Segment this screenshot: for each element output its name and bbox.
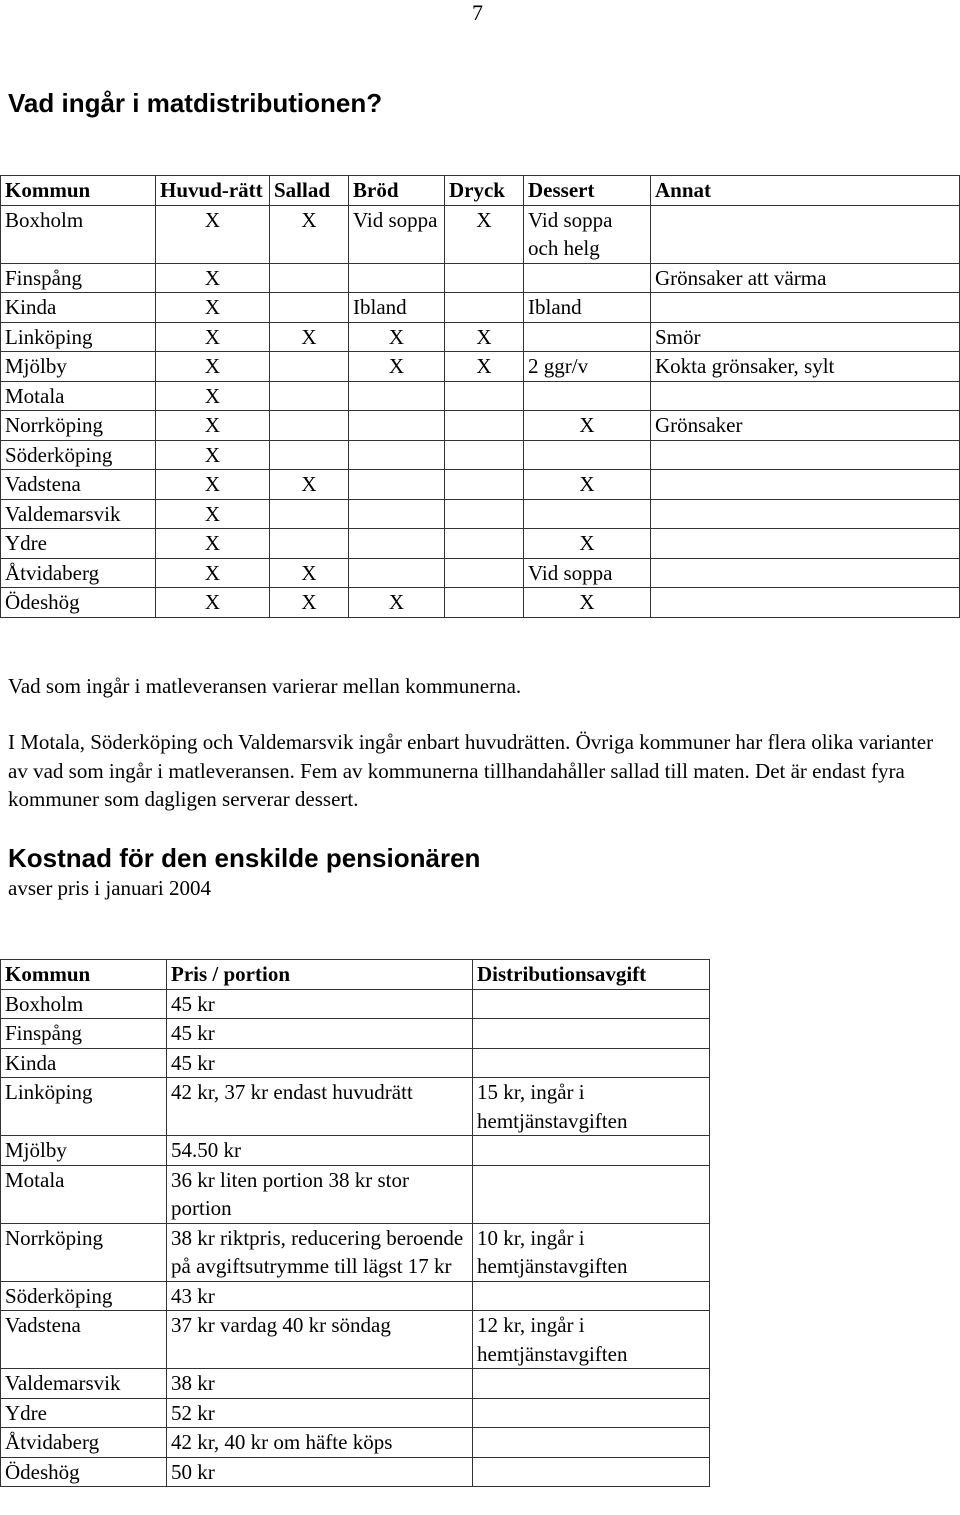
table-cell: Ibland <box>524 293 651 323</box>
table-cell: 42 kr, 37 kr endast huvudrätt <box>167 1078 473 1136</box>
table-row <box>1 1078 710 1136</box>
table-cell: Vid soppa <box>524 558 651 588</box>
table-cell: Vid soppa och helg <box>524 205 651 263</box>
table-row <box>1 470 960 500</box>
table-cell <box>473 1428 710 1458</box>
table-cell <box>445 529 524 559</box>
paragraph: Vad som ingår i matleveransen varierar mellan kommunerna. <box>8 674 522 698</box>
table-cell: Valdemarsvik <box>1 1369 167 1399</box>
table-row <box>1 1398 710 1428</box>
table-cell: X <box>156 352 270 382</box>
table-cell: X <box>156 263 270 293</box>
table-cell: 12 kr, ingår i hemtjänstavgiften <box>473 1311 710 1369</box>
table-cell <box>651 529 960 559</box>
table-cell <box>473 1165 710 1223</box>
table-cell <box>651 588 960 618</box>
table-cell <box>349 470 445 500</box>
table-cell: Mjölby <box>1 352 156 382</box>
table-cell <box>445 411 524 441</box>
table-cell: Grönsaker <box>651 411 960 441</box>
cost-table <box>0 959 710 1487</box>
table-cell: X <box>349 322 445 352</box>
table-cell: 43 kr <box>167 1281 473 1311</box>
table-cell: X <box>445 322 524 352</box>
table-cell <box>270 293 349 323</box>
table-cell: X <box>156 411 270 441</box>
table-cell: X <box>349 352 445 382</box>
table-row <box>1 1369 710 1399</box>
table-cell: 50 kr <box>167 1457 473 1487</box>
table-cell: Vid soppa <box>349 205 445 263</box>
table-cell <box>349 381 445 411</box>
table-row <box>1 1019 710 1049</box>
table-cell <box>445 263 524 293</box>
table-cell: X <box>445 352 524 382</box>
table-cell <box>445 588 524 618</box>
table-cell: Ydre <box>1 529 156 559</box>
table-cell: 54.50 kr <box>167 1136 473 1166</box>
table-cell: 38 kr riktpris, reducering beroende på avgiftsutrymme till lägst 17 kr <box>167 1223 473 1281</box>
table-cell: Boxholm <box>1 989 167 1019</box>
table-cell: Linköping <box>1 322 156 352</box>
table-cell: Kokta grönsaker, sylt <box>651 352 960 382</box>
table-cell: Motala <box>1 1165 167 1223</box>
table-row <box>1 1223 710 1281</box>
table-cell <box>651 293 960 323</box>
header-cell: Sallad <box>270 176 349 206</box>
table-row <box>1 205 960 263</box>
table-cell: 52 kr <box>167 1398 473 1428</box>
header-cell: Pris / portion <box>167 960 473 990</box>
header-cell: Dryck <box>445 176 524 206</box>
cost-table-body <box>1 989 710 1487</box>
paragraph: I Motala, Söderköping och Valdemarsvik ingår enbart huvudrätten. Övriga kommuner har flera olika varianter av vad som ingår i matleveransen. Fem av kommunerna tillhandahåller sallad till maten. Det är endast fyra kommuner som dagligen serverar dessert. <box>8 730 934 811</box>
table-cell: 36 kr liten portion 38 kr stor portion <box>167 1165 473 1223</box>
table-cell <box>473 989 710 1019</box>
table-cell: X <box>156 588 270 618</box>
table-cell: Kinda <box>1 293 156 323</box>
table-cell: 45 kr <box>167 1019 473 1049</box>
header-cell: Dessert <box>524 176 651 206</box>
table-row <box>1 1281 710 1311</box>
table-cell <box>445 558 524 588</box>
table-cell: 2 ggr/v <box>524 352 651 382</box>
table-cell: Ibland <box>349 293 445 323</box>
table-cell: X <box>270 588 349 618</box>
table-cell: Boxholm <box>1 205 156 263</box>
table-cell: Motala <box>1 381 156 411</box>
table-cell: 15 kr, ingår i hemtjänstavgiften <box>473 1078 710 1136</box>
table-cell <box>651 558 960 588</box>
header-cell: Huvud-rätt <box>156 176 270 206</box>
table-cell <box>473 1136 710 1166</box>
table-cell: 37 kr vardag 40 kr söndag <box>167 1311 473 1369</box>
header-cell: Bröd <box>349 176 445 206</box>
table-cell <box>651 470 960 500</box>
table-cell: X <box>524 529 651 559</box>
table-cell: Finspång <box>1 1019 167 1049</box>
contents-table <box>0 175 960 618</box>
table-cell <box>524 440 651 470</box>
table-cell: 42 kr, 40 kr om häfte köps <box>167 1428 473 1458</box>
table-row <box>1 440 960 470</box>
table-header-row <box>1 176 960 206</box>
header-cell: Annat <box>651 176 960 206</box>
table-cell: X <box>270 470 349 500</box>
table-cell: X <box>156 293 270 323</box>
table-cell: Linköping <box>1 1078 167 1136</box>
table-cell: 45 kr <box>167 989 473 1019</box>
table-cell: X <box>156 558 270 588</box>
table-cell: 45 kr <box>167 1048 473 1078</box>
table-cell: Åtvidaberg <box>1 558 156 588</box>
table-row <box>1 558 960 588</box>
table-row <box>1 352 960 382</box>
header-cell: Kommun <box>1 960 167 990</box>
header-cell: Kommun <box>1 176 156 206</box>
table-cell: X <box>445 205 524 263</box>
section-subtitle: avser pris i januari 2004 <box>8 876 211 900</box>
table-row <box>1 588 960 618</box>
section-heading: Kostnad för den enskilde pensionären <box>8 843 481 873</box>
table-row <box>1 1165 710 1223</box>
table-cell <box>473 1019 710 1049</box>
table-cell <box>349 440 445 470</box>
table-cell <box>524 263 651 293</box>
table-cell <box>270 411 349 441</box>
table-cell: Norrköping <box>1 1223 167 1281</box>
table-cell <box>651 381 960 411</box>
table-cell <box>445 381 524 411</box>
table-cell: Ödeshög <box>1 1457 167 1487</box>
table-cell: Ydre <box>1 1398 167 1428</box>
table-cell: Smör <box>651 322 960 352</box>
table-cell <box>349 499 445 529</box>
table-cell <box>270 263 349 293</box>
table-cell: X <box>270 205 349 263</box>
table-cell <box>349 263 445 293</box>
table-cell: Kinda <box>1 1048 167 1078</box>
table-row <box>1 263 960 293</box>
table-cell <box>651 205 960 263</box>
page-number: 7 <box>472 0 483 25</box>
table-cell: X <box>524 470 651 500</box>
table-cell <box>270 352 349 382</box>
table-row <box>1 499 960 529</box>
table-cell: Vadstena <box>1 1311 167 1369</box>
table-row <box>1 1136 710 1166</box>
contents-table-body <box>1 205 960 617</box>
table-cell <box>473 1048 710 1078</box>
table-cell <box>270 381 349 411</box>
table-cell <box>473 1281 710 1311</box>
table-header-row <box>1 960 710 990</box>
table-cell: Norrköping <box>1 411 156 441</box>
table-cell: X <box>156 322 270 352</box>
table-row <box>1 293 960 323</box>
table-cell: X <box>156 470 270 500</box>
table-cell: 10 kr, ingår i hemtjänstavgiften <box>473 1223 710 1281</box>
table-cell: X <box>524 411 651 441</box>
table-cell <box>473 1457 710 1487</box>
table-row <box>1 1048 710 1078</box>
table-cell <box>473 1398 710 1428</box>
header-cell: Distributionsavgift <box>473 960 710 990</box>
table-cell <box>651 440 960 470</box>
table-cell <box>349 411 445 441</box>
table-cell: X <box>270 558 349 588</box>
table-cell: Söderköping <box>1 440 156 470</box>
table-cell: X <box>156 381 270 411</box>
table-cell: Söderköping <box>1 1281 167 1311</box>
table-row <box>1 1311 710 1369</box>
table-row <box>1 322 960 352</box>
table-cell: X <box>156 529 270 559</box>
table-row <box>1 381 960 411</box>
page-title: Vad ingår i matdistributionen? <box>8 88 383 118</box>
table-cell <box>445 440 524 470</box>
table-cell <box>524 499 651 529</box>
table-row <box>1 1428 710 1458</box>
table-cell: Ödeshög <box>1 588 156 618</box>
table-cell <box>445 499 524 529</box>
table-cell: X <box>270 322 349 352</box>
table-cell: Grönsaker att värma <box>651 263 960 293</box>
table-cell <box>270 440 349 470</box>
table-cell: Vadstena <box>1 470 156 500</box>
table-cell <box>524 381 651 411</box>
table-cell: Mjölby <box>1 1136 167 1166</box>
table-cell <box>270 529 349 559</box>
table-cell: Åtvidaberg <box>1 1428 167 1458</box>
table-cell <box>651 499 960 529</box>
table-cell <box>524 322 651 352</box>
table-row <box>1 411 960 441</box>
table-row <box>1 1457 710 1487</box>
table-cell: X <box>524 588 651 618</box>
table-cell: Finspång <box>1 263 156 293</box>
table-cell <box>349 529 445 559</box>
table-cell <box>445 470 524 500</box>
table-cell <box>445 293 524 323</box>
table-cell: 38 kr <box>167 1369 473 1399</box>
table-cell <box>270 499 349 529</box>
table-cell: Valdemarsvik <box>1 499 156 529</box>
table-cell: X <box>156 205 270 263</box>
table-cell: X <box>156 499 270 529</box>
table-cell: X <box>349 588 445 618</box>
table-cell <box>473 1369 710 1399</box>
table-row <box>1 529 960 559</box>
table-cell: X <box>156 440 270 470</box>
table-cell <box>349 558 445 588</box>
table-row <box>1 989 710 1019</box>
